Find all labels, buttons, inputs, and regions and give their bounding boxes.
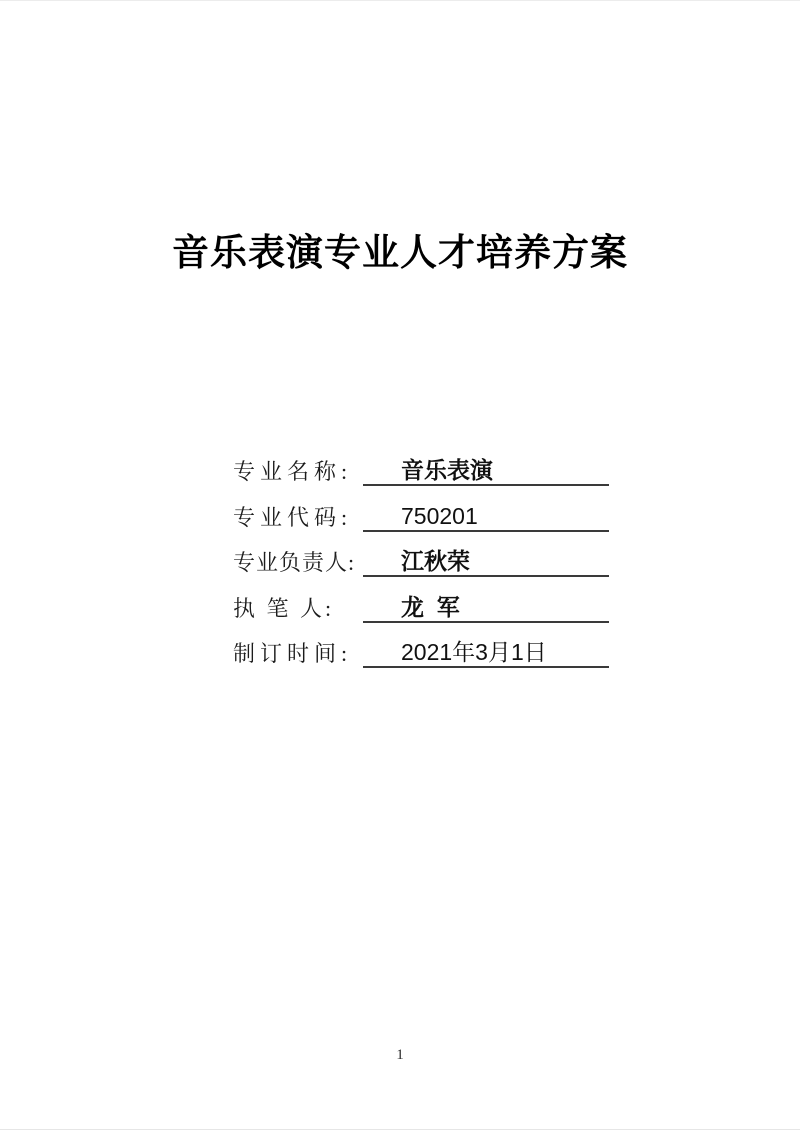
date-drafted-value: 2021年3月1日 bbox=[401, 639, 547, 665]
major-name-label: 专业名称: bbox=[233, 459, 353, 484]
form-row-major-leader bbox=[233, 545, 609, 577]
major-name-underline bbox=[363, 454, 609, 486]
date-drafted-underline bbox=[363, 636, 609, 668]
major-leader-value: 江秋荣 bbox=[401, 548, 470, 574]
major-code-underline bbox=[363, 500, 609, 532]
author-underline bbox=[363, 591, 609, 623]
page-number: 1 bbox=[396, 1047, 404, 1063]
major-leader-underline bbox=[363, 545, 609, 577]
major-code-value: 750201 bbox=[401, 503, 478, 529]
form-row-major-code bbox=[233, 500, 609, 532]
form-row-major-name bbox=[233, 454, 609, 486]
major-name-value: 音乐表演 bbox=[401, 457, 493, 483]
author-value: 龙 军 bbox=[401, 594, 460, 620]
date-drafted-label: 制订时间: bbox=[233, 641, 353, 666]
document-title: 音乐表演专业人才培养方案 bbox=[172, 232, 628, 273]
major-leader-label: 专业负责人: bbox=[233, 550, 356, 575]
major-code-label: 专业代码: bbox=[233, 505, 353, 530]
form-row-author bbox=[233, 591, 609, 623]
form-row-date-drafted bbox=[233, 636, 609, 668]
author-label: 执 笔 人: bbox=[233, 596, 335, 621]
